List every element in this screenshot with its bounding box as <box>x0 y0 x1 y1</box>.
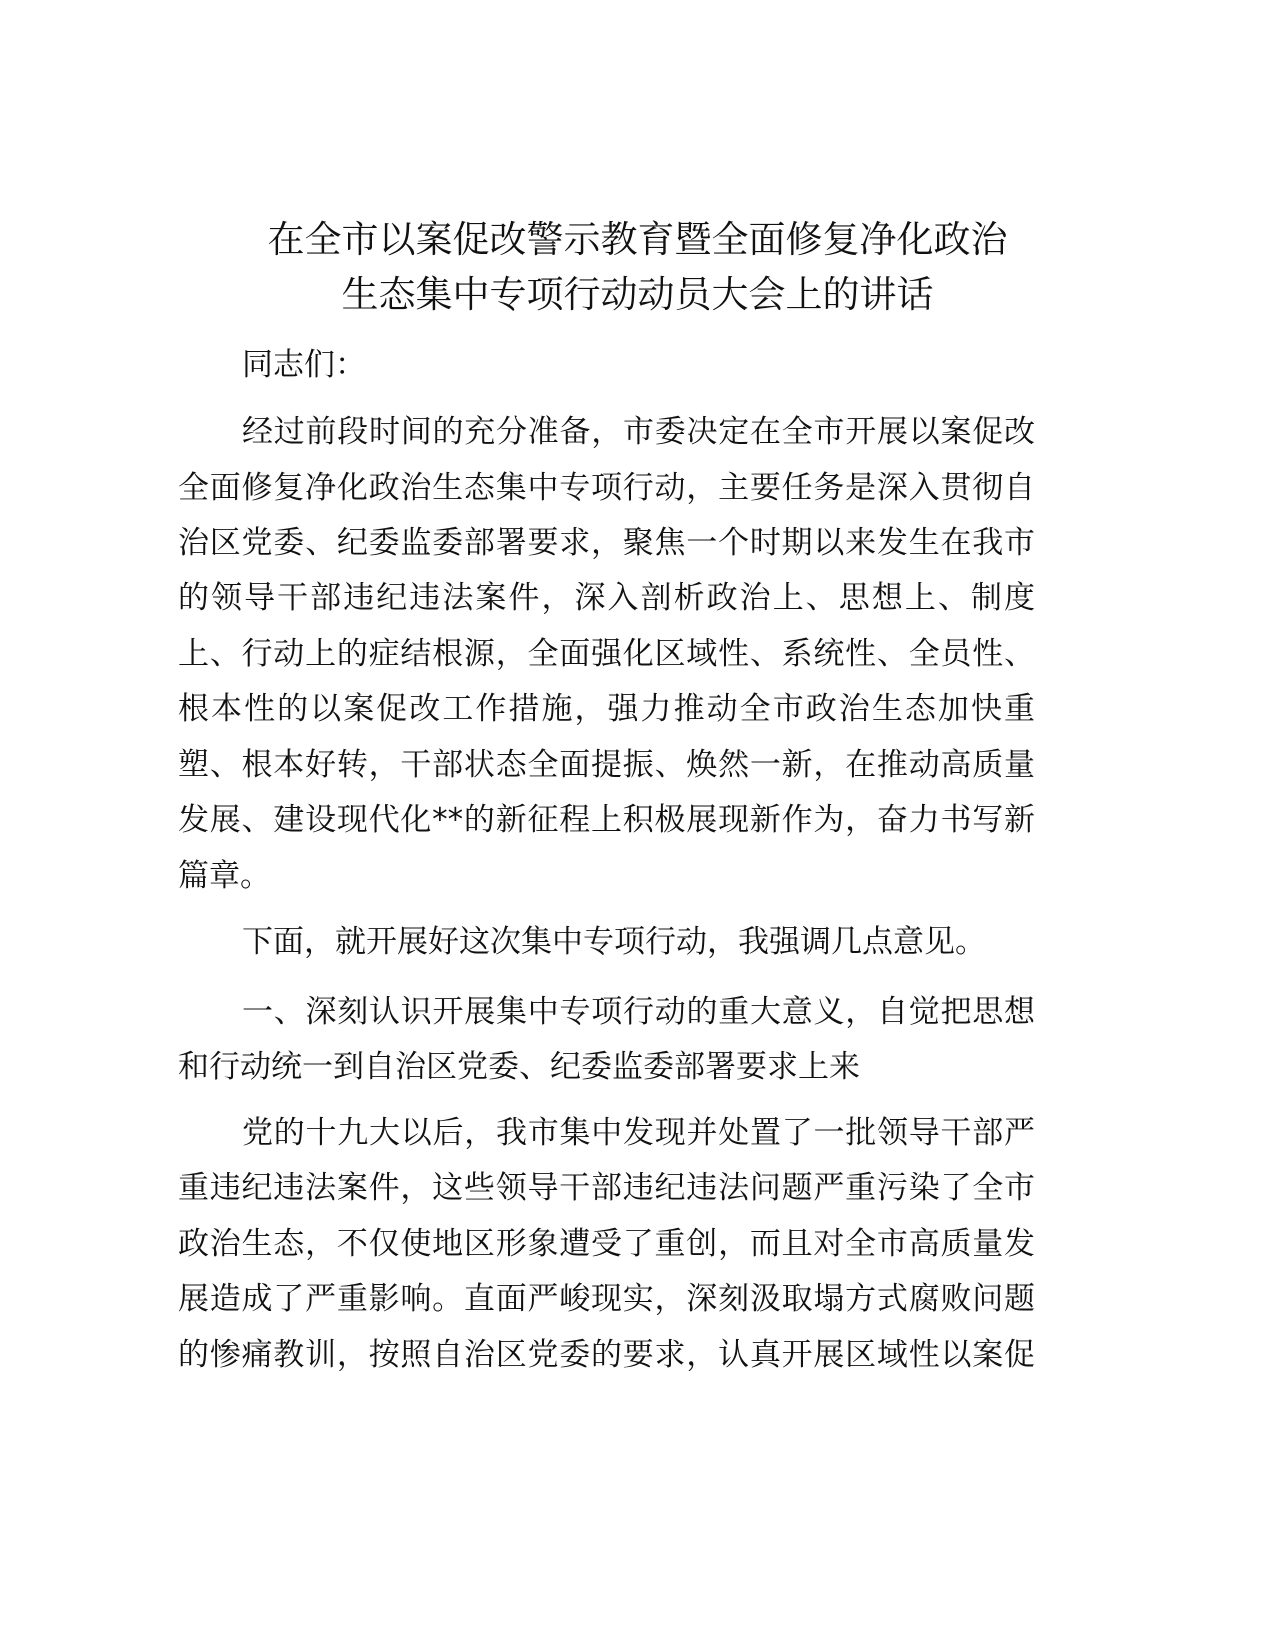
paragraph-2-line: 篇章。 <box>178 858 271 894</box>
paragraph-2-line: 根本性的以案促改工作措施，强力推动全市政治生态加快重 <box>178 691 1035 727</box>
paragraph-5-line: 展造成了严重影响。直面严峻现实，深刻汲取塌方式腐败问题 <box>178 1281 1035 1317</box>
paragraph-3-line: 下面，就开展好这次集中专项行动，我强调几点意见。 <box>242 924 986 960</box>
paragraph-5-line: 重违纪违法案件，这些领导干部违纪违法问题严重污染了全市 <box>178 1170 1035 1206</box>
document-title-line-2: 生态集中专项行动动员大会上的讲话 <box>341 273 934 316</box>
paragraph-2-line: 治区党委、纪委监委部署要求，聚焦一个时期以来发生在我市 <box>178 525 1035 561</box>
paragraph-2-line: 全面修复净化政治生态集中专项行动，主要任务是深入贯彻自 <box>178 470 1035 506</box>
paragraph-5-line: 的惨痛教训，按照自治区党委的要求，认真开展区域性以案促 <box>178 1337 1035 1373</box>
paragraph-2-line: 发展、建设现代化**的新征程上积极展现新作为，奋力书写新 <box>178 802 1035 838</box>
paragraph-4-line: 和行动统一到自治区党委、纪委监委部署要求上来 <box>178 1049 860 1085</box>
paragraph-2-line: 经过前段时间的充分准备，市委决定在全市开展以案促改 <box>242 414 1035 450</box>
paragraph-5-line: 政治生态，不仅使地区形象遭受了重创，而且对全市高质量发 <box>178 1226 1035 1262</box>
paragraph-2-line: 的领导干部违纪违法案件，深入剖析政治上、思想上、制度 <box>178 580 1035 616</box>
paragraph-2-line: 上、行动上的症结根源，全面强化区域性、系统性、全员性、 <box>178 636 1035 672</box>
paragraph-1-line: 同志们： <box>242 347 366 383</box>
paragraph-2-line: 塑、根本好转，干部状态全面提振、焕然一新，在推动高质量 <box>178 747 1035 783</box>
paragraph-4-line: 一、深刻认识开展集中专项行动的重大意义，自觉把思想 <box>242 994 1035 1030</box>
paragraph-5-line: 党的十九大以后，我市集中发现并处置了一批领导干部严 <box>242 1115 1035 1151</box>
document-title-line-1: 在全市以案促改警示教育暨全面修复净化政治 <box>267 218 1008 261</box>
